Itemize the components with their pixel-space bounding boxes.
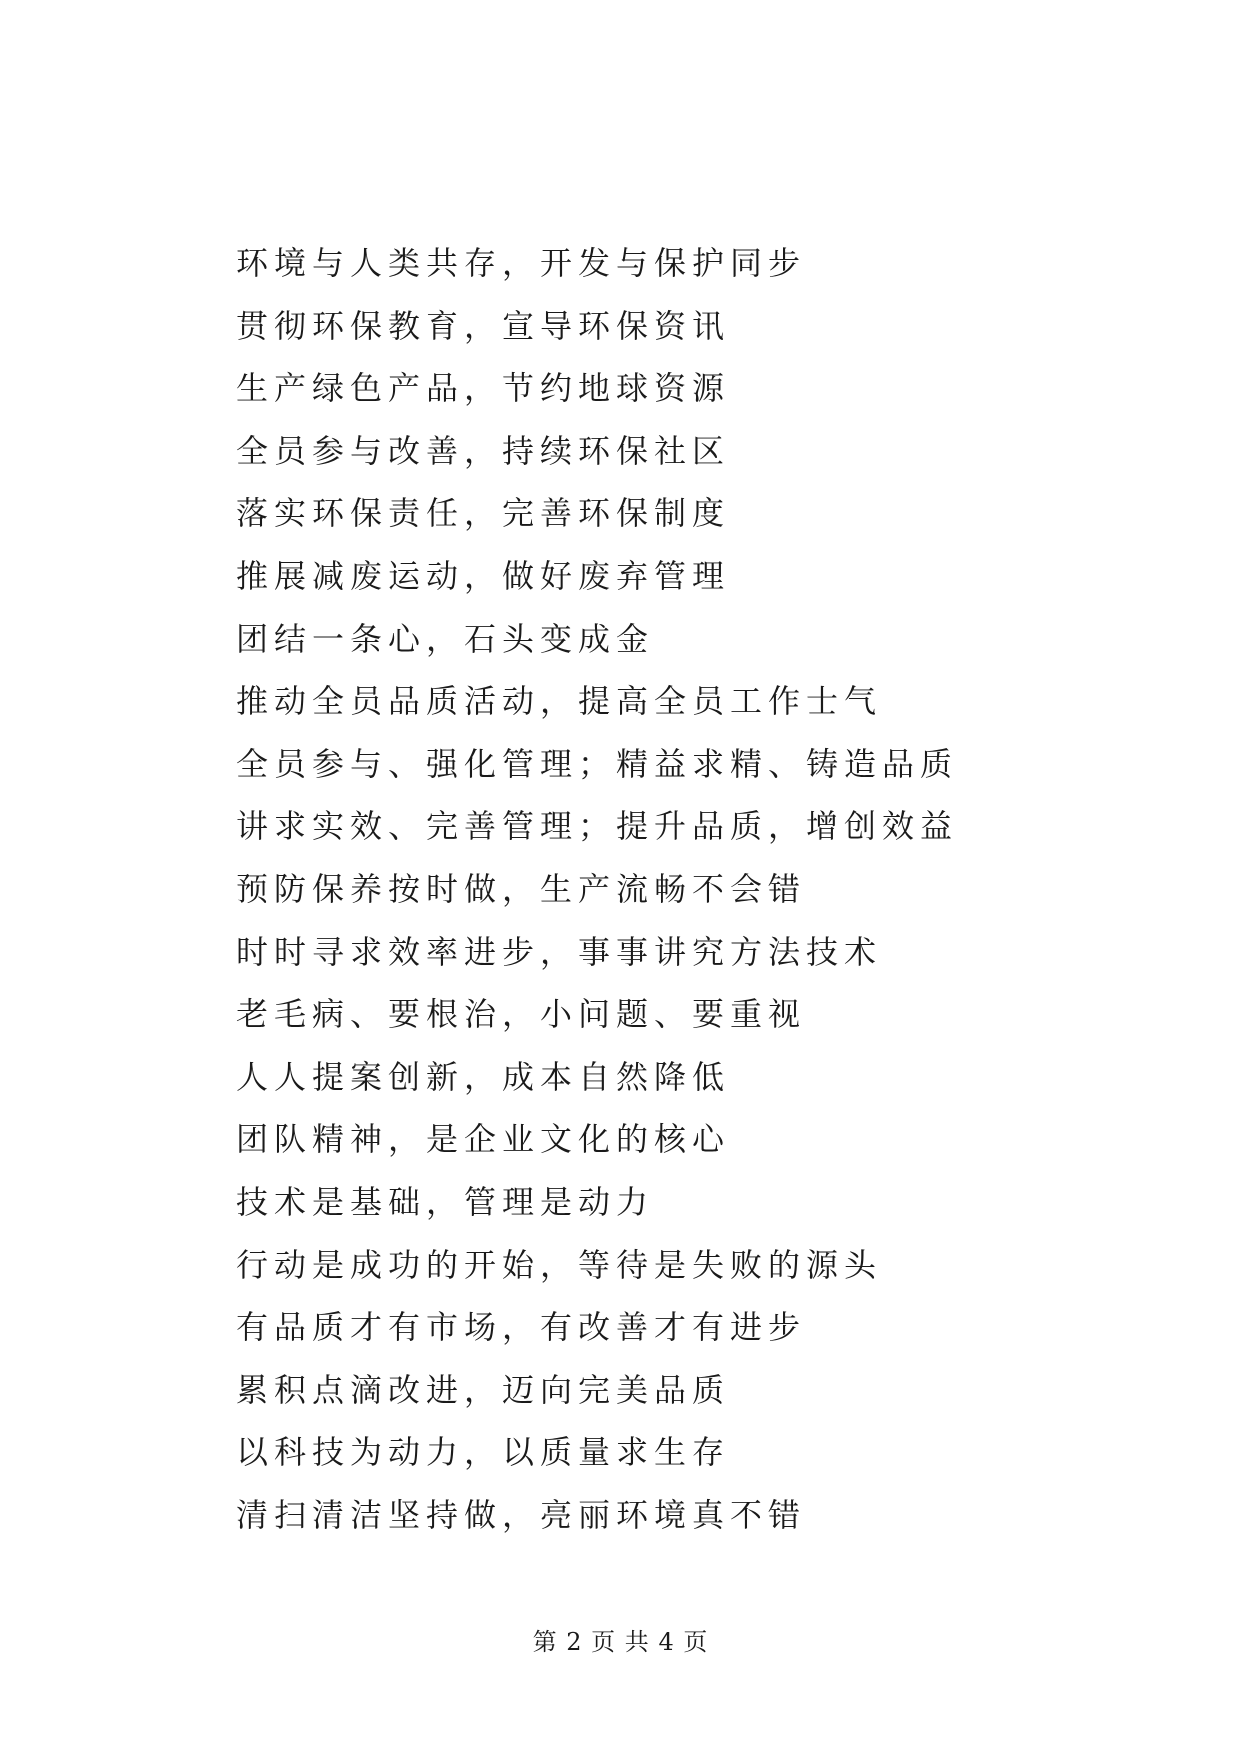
slogan-line: 行动是成功的开始，等待是失败的源头 <box>236 1245 883 1284</box>
slogan-line: 推展减废运动，做好废弃管理 <box>236 556 731 595</box>
slogan-line: 累积点滴改进，迈向完美品质 <box>236 1370 731 1409</box>
slogan-line: 有品质才有市场，有改善才有进步 <box>236 1308 807 1347</box>
slogan-line: 全员参与、强化管理；精益求精、铸造品质 <box>236 744 959 783</box>
slogan-line: 推动全员品质活动，提高全员工作士气 <box>236 682 883 721</box>
slogan-line: 团队精神，是企业文化的核心 <box>236 1120 731 1159</box>
slogan-line: 生产绿色产品，节约地球资源 <box>236 369 731 408</box>
slogan-list <box>236 232 958 1546</box>
slogan-line: 讲求实效、完善管理；提升品质，增创效益 <box>236 807 959 846</box>
slogan-line: 技术是基础，管理是动力 <box>236 1182 655 1221</box>
slogan-line: 清扫清洁坚持做，亮丽环境真不错 <box>236 1495 807 1534</box>
slogan-line: 人人提案创新，成本自然降低 <box>236 1057 731 1096</box>
slogan-line: 时时寻求效率进步，事事讲究方法技术 <box>236 932 883 971</box>
slogan-line: 环境与人类共存，开发与保护同步 <box>236 244 807 282</box>
slogan-line: 全员参与改善，持续环保社区 <box>236 431 731 470</box>
slogan-line: 预防保养按时做，生产流畅不会错 <box>236 869 807 908</box>
page-footer: 第 2 页 共 4 页 <box>532 1628 709 1656</box>
slogan-line: 团结一条心，石头变成金 <box>236 619 655 658</box>
slogan-line: 落实环保责任，完善环保制度 <box>236 494 731 533</box>
slogan-line: 以科技为动力，以质量求生存 <box>236 1433 731 1472</box>
slogan-line: 老毛病、要根治，小问题、要重视 <box>236 995 807 1034</box>
slogan-line: 贯彻环保教育，宣导环保资讯 <box>236 306 731 345</box>
